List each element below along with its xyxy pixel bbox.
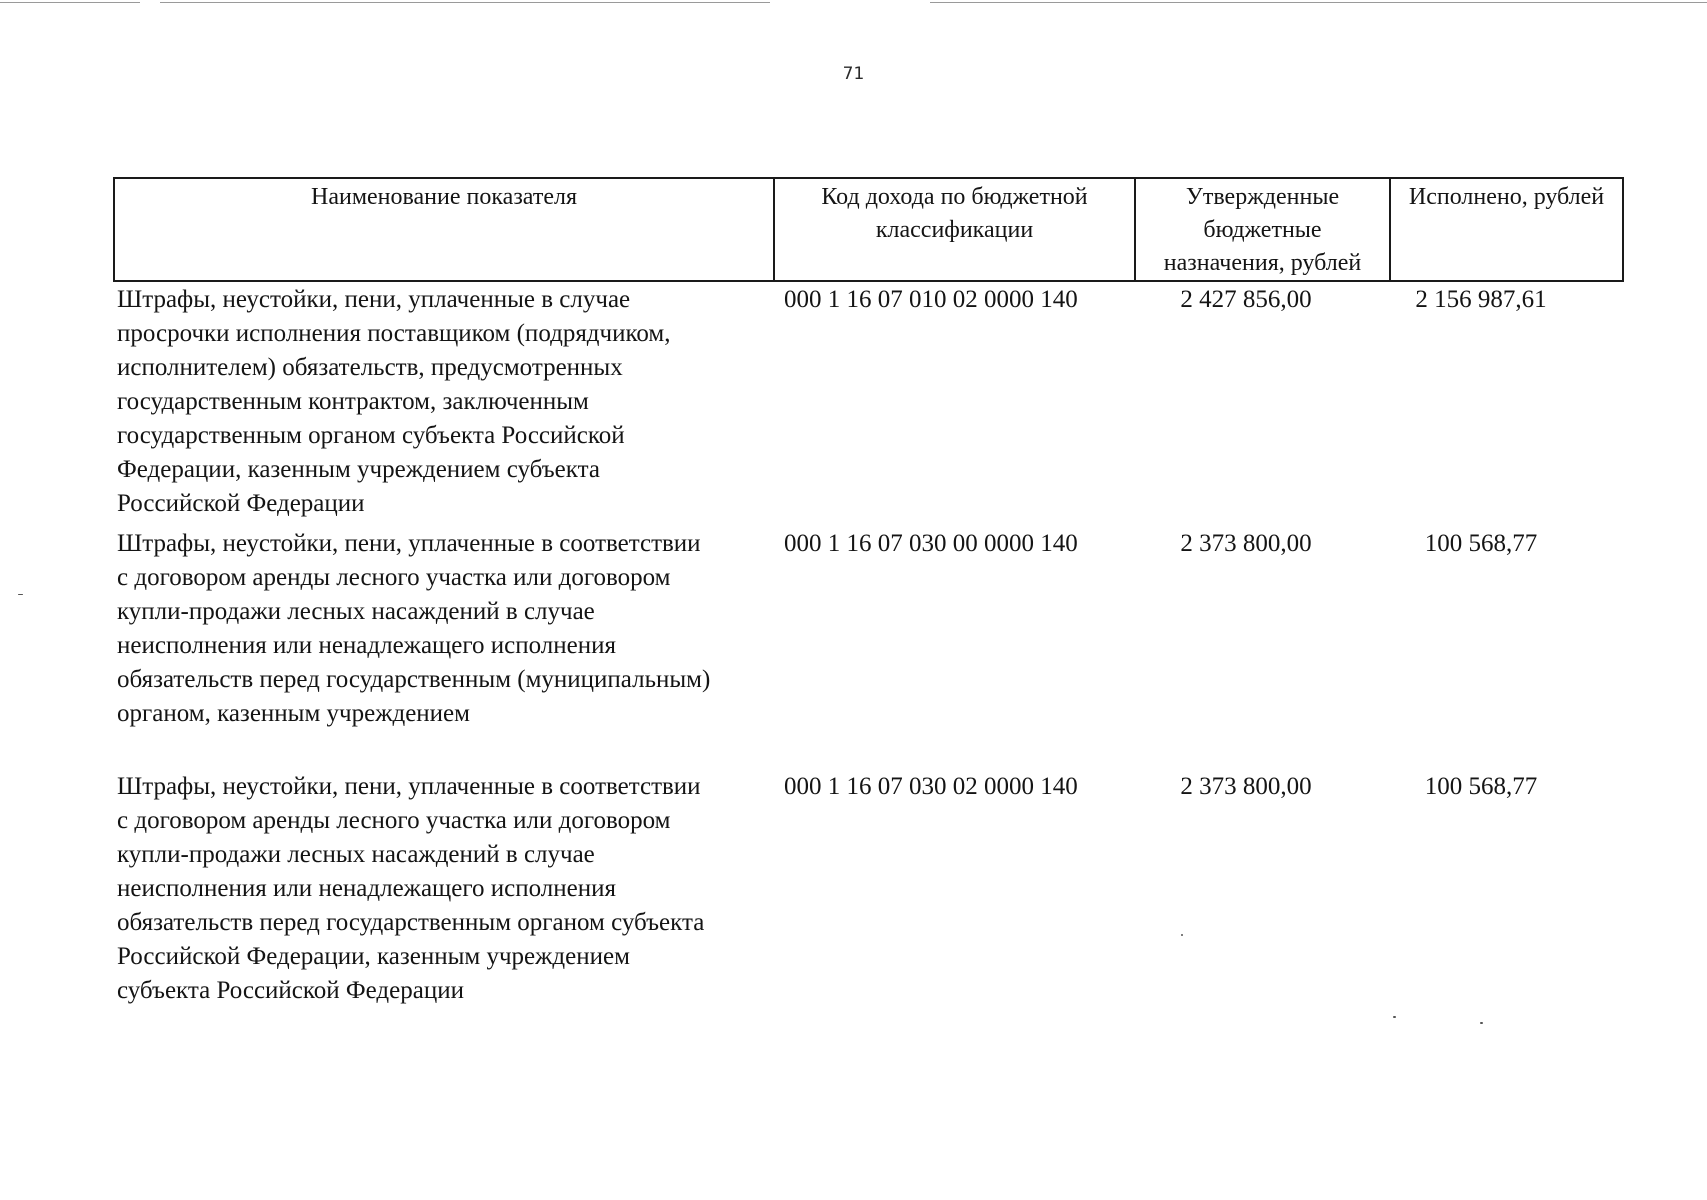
header-approved: Утвержденные бюджетные назначения, рублей xyxy=(1135,178,1390,281)
row-name: Штрафы, неустойки, пени, уплаченные в случае просрочки исполнения поставщиком (подрядчиком, исполнителем) обязательств, предусмотренных государственным контрактом, заключенным государственным органом субъекта Российской Федерации, казенным учреждением субъекта Российской Федерации xyxy=(117,286,671,517)
scan-speck xyxy=(1393,1016,1396,1018)
scan-speck xyxy=(1480,1022,1483,1024)
scan-edge-line xyxy=(930,2,1707,3)
row-executed: 100 568,77 xyxy=(1424,530,1538,557)
row-approved: 2 427 856,00 xyxy=(1180,286,1312,313)
row-approved: 2 373 800,00 xyxy=(1180,530,1312,557)
scan-edge-line xyxy=(0,2,140,3)
row-code: 000 1 16 07 030 00 0000 140 xyxy=(784,530,1078,557)
page-number: 71 xyxy=(842,64,865,84)
header-code: Код дохода по бюджетной классификации xyxy=(774,178,1135,281)
row-name: Штрафы, неустойки, пени, уплаченные в соответствии с договором аренды лесного участка или договором купли-продажи лесных насаждений в случае неисполнения или ненадлежащего исполнения обязательств перед государственным органом субъекта Российской Федерации, казенным учреждением субъекта Российской Федерации xyxy=(117,773,705,1004)
row-code: 000 1 16 07 030 02 0000 140 xyxy=(784,773,1078,800)
scan-edge-line xyxy=(160,2,770,3)
scan-speck xyxy=(18,594,23,595)
header-row xyxy=(114,178,1623,281)
table-header xyxy=(113,177,1624,282)
row-code: 000 1 16 07 010 02 0000 140 xyxy=(784,286,1078,313)
row-executed: 100 568,77 xyxy=(1424,773,1538,800)
row-name: Штрафы, неустойки, пени, уплаченные в соответствии с договором аренды лесного участка или договором купли-продажи лесных насаждений в случае неисполнения или ненадлежащего исполнения обязательств перед государственным (муниципальным) органом, казенным учреждением xyxy=(117,530,711,727)
row-approved: 2 373 800,00 xyxy=(1180,773,1312,800)
header-executed: Исполнено, рублей xyxy=(1390,178,1623,281)
header-name: Наименование показателя xyxy=(114,178,774,281)
row-executed: 2 156 987,61 xyxy=(1415,286,1547,313)
scan-speck xyxy=(1181,934,1183,936)
